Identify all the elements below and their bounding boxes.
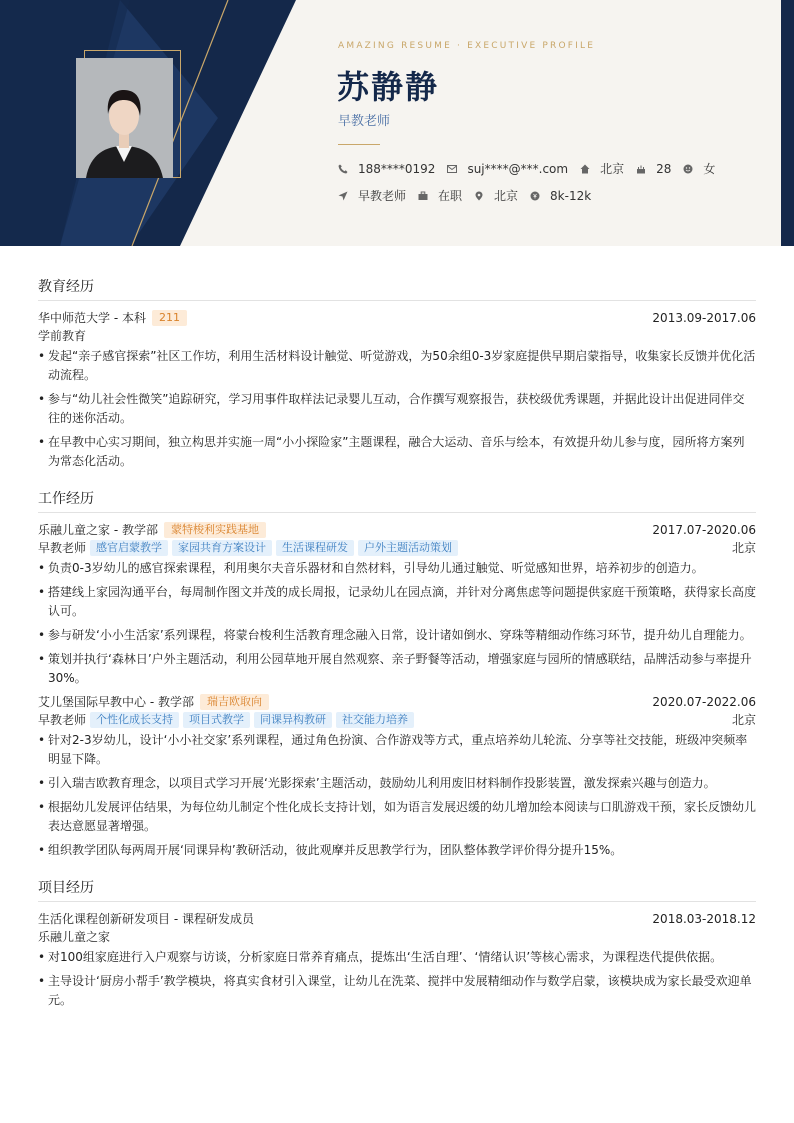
work-title: 工作经历 [38,488,756,513]
list-item: • 根据幼儿发展评估结果，为每位幼儿制定个性化成长支持计划，如为语言发展迟缓的幼儿增加绘本阅读与口肌游戏干预，家长反馈幼儿表达意愿显著增强。 [38,798,756,836]
contact-age [636,162,671,176]
resume-header [0,0,794,246]
company-badge: 瑞吉欧取向 [200,694,269,710]
home-icon [580,164,590,174]
work-bullets [38,731,756,860]
header-tagline: AMAZING RESUME · EXECUTIVE PROFILE [338,41,596,51]
project-date: 2018.03-2018.12 [652,912,756,926]
skill-tag: 个性化成长支持 [90,712,179,728]
school-name: 华中师范大学 - 本科 [38,311,146,325]
work-location: 北京 [731,541,756,555]
list-item: • 对100组家庭进行入户观察与访谈，分析家庭日常养育痛点，提炼出‘生活自理’、‘情绪认识’等核心需求，为课程迭代提供依据。 [38,948,756,967]
company-name: 乐融儿童之家 - 教学部 [38,523,158,537]
list-item: • 主导设计‘厨房小帮手’教学模块，将真实食材引入课堂，让幼儿在洗菜、搅拌中发展精细动作与数学启蒙，该模块成为家长最受欢迎单元。 [38,972,756,1010]
company-badge: 蒙特梭利实践基地 [164,522,266,538]
contact-home [580,160,624,177]
mail-icon [447,164,457,174]
education-entry [38,309,756,471]
job-salary [530,189,591,203]
briefcase-icon [418,191,428,201]
cake-icon [636,164,646,174]
job-location-value: 北京 [494,189,519,203]
avatar [76,58,173,178]
skill-tag: 家园共育方案设计 [172,540,272,556]
education-date: 2013.09-2017.06 [652,311,756,325]
project-org: 乐融儿童之家 [38,930,111,944]
education-section [38,276,756,471]
job-target-value: 早教老师 [358,189,407,203]
work-date: 2020.07-2022.06 [652,695,756,709]
contact-row [338,160,727,177]
skill-tag: 同课异构教研 [254,712,332,728]
list-item: • 搭建线上家园沟通平台，每周制作图文并茂的成长周报，记录幼儿在园点滴，并针对分离焦虑等问题提供家庭干预策略，获得家长高度认可。 [38,583,756,621]
list-item: • 引入瑞吉欧教育理念，以项目式学习开展‘光影探索’主题活动，鼓励幼儿利用废旧材料制作投影装置，激发探索兴趣与创造力。 [38,774,756,793]
phone-icon [338,164,348,174]
work-role: 早教老师 [38,713,87,727]
list-item: • 参与研发‘小小生活家’系列课程，将蒙台梭利生活教育理念融入日常，设计诸如倒水、穿珠等精细动作练习环节，提升幼儿自理能力。 [38,626,756,645]
list-item: • 发起“亲子感官探索”社区工作坊，利用生活材料设计触觉、听觉游戏，为50余组0-3岁家庭提供早期启蒙指导，收集家长反馈并优化活动流程。 [38,347,756,385]
list-item: • 在早教中心实习期间，独立构思并实施一周“小小探险家”主题课程，融合大运动、音乐与绘本，有效提升幼儿参与度，园所将方案列为常态化活动。 [38,433,756,471]
projects-section [38,877,756,1010]
phone-value: 188****0192 [358,161,436,176]
education-title: 教育经历 [38,276,756,301]
project-bullets [38,948,756,1010]
job-status [418,187,462,204]
work-role: 早教老师 [38,541,87,555]
gender-value: 女 [703,162,716,176]
projects-title: 项目经历 [38,877,756,902]
job-location [474,187,518,204]
title-divider [338,144,380,145]
skill-tag: 社交能力培养 [336,712,414,728]
skill-tag: 项目式教学 [183,712,250,728]
list-item: • 负责0-3岁幼儿的感官探索课程，利用奥尔夫音乐器材和自然材料，引导幼儿通过触觉、听觉感知世界，培养初步的创造力。 [38,559,756,578]
job-status-value: 在职 [438,189,463,203]
work-entry [38,693,756,860]
location-icon [474,191,484,201]
contact-gender [683,160,715,177]
skill-tag: 感官启蒙教学 [90,540,168,556]
skill-tag: 户外主题活动策划 [358,540,458,556]
salary-icon [530,191,540,201]
contact-phone [338,162,435,176]
gender-icon [683,164,693,174]
header-right-strip [781,0,794,246]
resume-content [38,276,756,1027]
work-date: 2017.07-2020.06 [652,523,756,537]
send-icon [338,191,348,201]
work-section [38,488,756,860]
age-value: 28 [656,161,672,176]
candidate-name: 苏静静 [337,68,440,106]
work-entry [38,521,756,688]
job-info-row [338,187,603,204]
home-value: 北京 [600,162,625,176]
company-name: 艾儿堡国际早教中心 - 教学部 [38,695,194,709]
list-item: • 参与“幼儿社会性微笑”追踪研究，学习用事件取样法记录婴儿互动，合作撰写观察报告，获校级优秀课题，并据此设计出促进同伴交往的迷你活动。 [38,390,756,428]
school-badge: 211 [152,310,187,326]
list-item: • 策划并执行‘森林日’户外主题活动，利用公园草地开展自然观察、亲子野餐等活动，增强家庭与园所的情感联结，品牌活动参与率提升30%。 [38,650,756,688]
project-entry [38,910,756,1010]
candidate-title: 早教老师 [338,114,391,129]
education-major: 学前教育 [38,329,87,343]
work-location: 北京 [731,713,756,727]
skill-tag: 生活课程研发 [276,540,354,556]
list-item: • 针对2-3岁幼儿，设计‘小小社交家’系列课程，通过角色扮演、合作游戏等方式，重点培养幼儿轮流、分享等社交技能，班级冲突频率明显下降。 [38,731,756,769]
contact-email [447,162,568,176]
list-item: • 组织教学团队每两周开展‘同课异构’教研活动，彼此观摩并反思教学行为，团队整体教学评价得分提升15%。 [38,841,756,860]
job-target [338,187,406,204]
job-salary-value: 8k-12k [550,188,592,203]
email-value: suj****@***.com [467,161,569,176]
work-bullets [38,559,756,688]
project-name: 生活化课程创新研发项目 - 课程研发成员 [38,912,254,926]
education-bullets [38,347,756,471]
